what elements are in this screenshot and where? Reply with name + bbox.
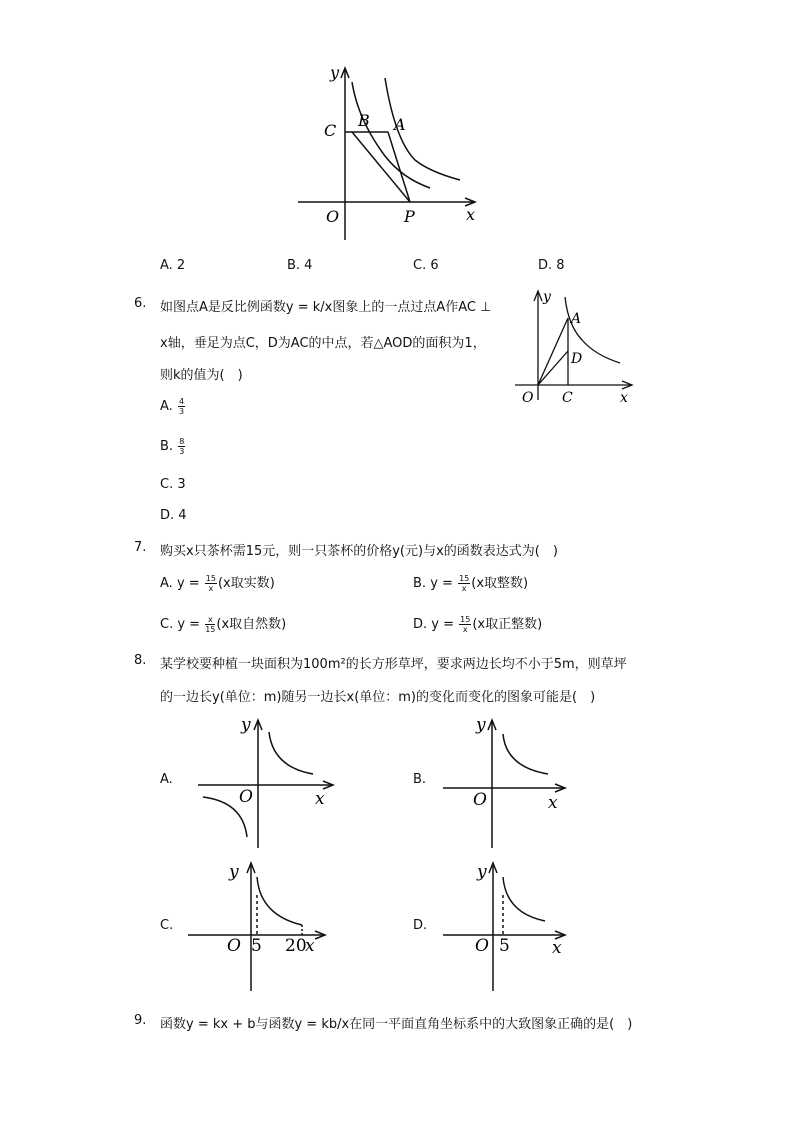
q6-figure: [510, 285, 640, 410]
q5-label-P: P: [404, 207, 415, 226]
q7-option-d-den: x: [462, 625, 468, 634]
q7-option-b[interactable]: [413, 572, 528, 593]
q6-option-b-label: B.: [160, 439, 174, 454]
q7-option-c-den: 15: [205, 625, 216, 634]
q6-option-a[interactable]: [160, 397, 186, 416]
q7-option-c-num: x: [205, 615, 215, 625]
q6-option-a-fraction: [178, 397, 185, 416]
q6-number: 6.: [134, 296, 147, 311]
q7-option-a-num: 15: [205, 574, 216, 583]
q7-option-b-cond: (x取整数): [471, 576, 529, 591]
q6-stem-line1: 如图点A是反比例函数y = k/x图象上的一点过点A作AC ⊥: [160, 300, 492, 315]
q7-option-a-fraction: [205, 574, 217, 593]
q6-label-D: D: [571, 351, 583, 367]
q8b-label-x: x: [548, 793, 558, 813]
q8-number: 8.: [134, 653, 147, 668]
q7-option-b-fraction: [458, 574, 470, 593]
q7-option-d-cond: (x取正整数): [472, 617, 543, 632]
q7-option-d-fraction: [459, 615, 471, 634]
q8d-label-x: x: [552, 938, 562, 958]
q7-option-b-num: 15: [459, 574, 470, 583]
q7-option-d-label: D.: [413, 617, 428, 632]
q8a-label-x: x: [315, 789, 325, 809]
q8-stem-line1: 某学校要种植一块面积为100m²的长方形草坪，要求两边长均不小于5m，则草坪: [160, 657, 627, 672]
q8a-label-y: y: [241, 715, 251, 735]
q5-figure: [290, 60, 490, 250]
q7-option-b-label: B.: [413, 576, 427, 591]
q5-label-B: B: [358, 111, 370, 130]
q6-option-c[interactable]: C. 3: [160, 477, 186, 492]
q7-option-a[interactable]: [160, 572, 275, 593]
q8-graph-c[interactable]: [185, 855, 335, 995]
q6-option-b-num: 8: [179, 437, 185, 446]
q8-option-d[interactable]: D.: [413, 918, 428, 933]
q8d-label-O: O: [475, 936, 489, 956]
q8c-label-20: 20: [285, 936, 307, 956]
q6-label-A: A: [571, 311, 582, 327]
q8b-label-y: y: [476, 715, 486, 735]
q6-stem-line2: x轴，垂足为点C，D为AC的中点，若△AOD的面积为1，: [160, 336, 486, 351]
q5-option-c[interactable]: C. 6: [413, 258, 439, 273]
q6-stem-line3: 则k的值为( ): [160, 368, 243, 383]
q7-option-c[interactable]: [160, 613, 286, 634]
q9-number: 9.: [134, 1013, 147, 1028]
q8-option-b[interactable]: B.: [413, 772, 427, 787]
q6-option-a-label: A.: [160, 399, 173, 414]
q7-option-b-den: x: [461, 584, 467, 593]
q8-graph-b[interactable]: [440, 712, 570, 852]
q7-option-c-label: C.: [160, 617, 174, 632]
q5-label-A: A: [394, 115, 406, 134]
q7-option-a-cond: (x取实数): [217, 576, 275, 591]
q6-label-y: y: [543, 289, 551, 305]
q7-option-d-num: 15: [460, 615, 471, 624]
q6-label-C: C: [562, 390, 573, 406]
q5-label-y: y: [330, 63, 340, 82]
q5-option-d[interactable]: D. 8: [538, 258, 565, 273]
q5-option-a[interactable]: A. 2: [160, 258, 186, 273]
q6-label-x: x: [620, 390, 628, 406]
q7-option-b-lhs: y =: [430, 576, 453, 591]
q8-graph-d[interactable]: [440, 855, 570, 995]
q7-option-a-label: A.: [160, 576, 173, 591]
q5-label-C: C: [324, 121, 337, 140]
q6-label-O: O: [522, 390, 534, 406]
q8d-label-5: 5: [499, 936, 510, 956]
q5-option-b[interactable]: B. 4: [287, 258, 313, 273]
q6-option-a-num: 4: [178, 397, 185, 406]
q8c-label-O: O: [227, 936, 241, 956]
q8c-label-5: 5: [251, 936, 262, 956]
q8-option-a[interactable]: A.: [160, 772, 173, 787]
q8c-label-x: x: [305, 936, 315, 956]
q7-option-a-den: x: [208, 584, 214, 593]
q7-option-c-cond: (x取自然数): [216, 617, 287, 632]
q6-option-b-den: 3: [179, 447, 185, 456]
q8-option-c[interactable]: C.: [160, 918, 174, 933]
q7-option-d-lhs: y =: [431, 617, 455, 632]
q6-option-d[interactable]: D. 4: [160, 508, 187, 523]
q5-label-O: O: [326, 207, 340, 226]
q8a-label-O: O: [239, 787, 253, 807]
q8-stem-line2: 的一边长y(单位：m)随另一边长x(单位：m)的变化而变化的图象可能是( ): [160, 690, 596, 705]
q5-label-x: x: [466, 205, 476, 224]
q7-option-a-lhs: y =: [176, 576, 200, 591]
q7-number: 7.: [134, 540, 147, 555]
q6-option-b-fraction: [178, 437, 185, 456]
q7-option-c-fraction: [205, 615, 215, 634]
q8-graph-a[interactable]: [195, 712, 340, 852]
q7-option-d[interactable]: [413, 613, 542, 634]
q8b-label-O: O: [473, 790, 487, 810]
q7-stem: 购买x只茶杯需15元，则一只茶杯的价格y(元)与x的函数表达式为( ): [160, 544, 558, 559]
q6-option-b[interactable]: [160, 437, 186, 456]
q9-stem: 函数y = kx + b与函数y = kb/x在同一平面直角坐标系中的大致图象正确的是( ): [160, 1017, 633, 1032]
q6-option-a-den: 3: [178, 407, 185, 416]
q7-option-c-lhs: y =: [177, 617, 201, 632]
q8c-label-y: y: [229, 862, 239, 882]
q8d-label-y: y: [477, 862, 487, 882]
